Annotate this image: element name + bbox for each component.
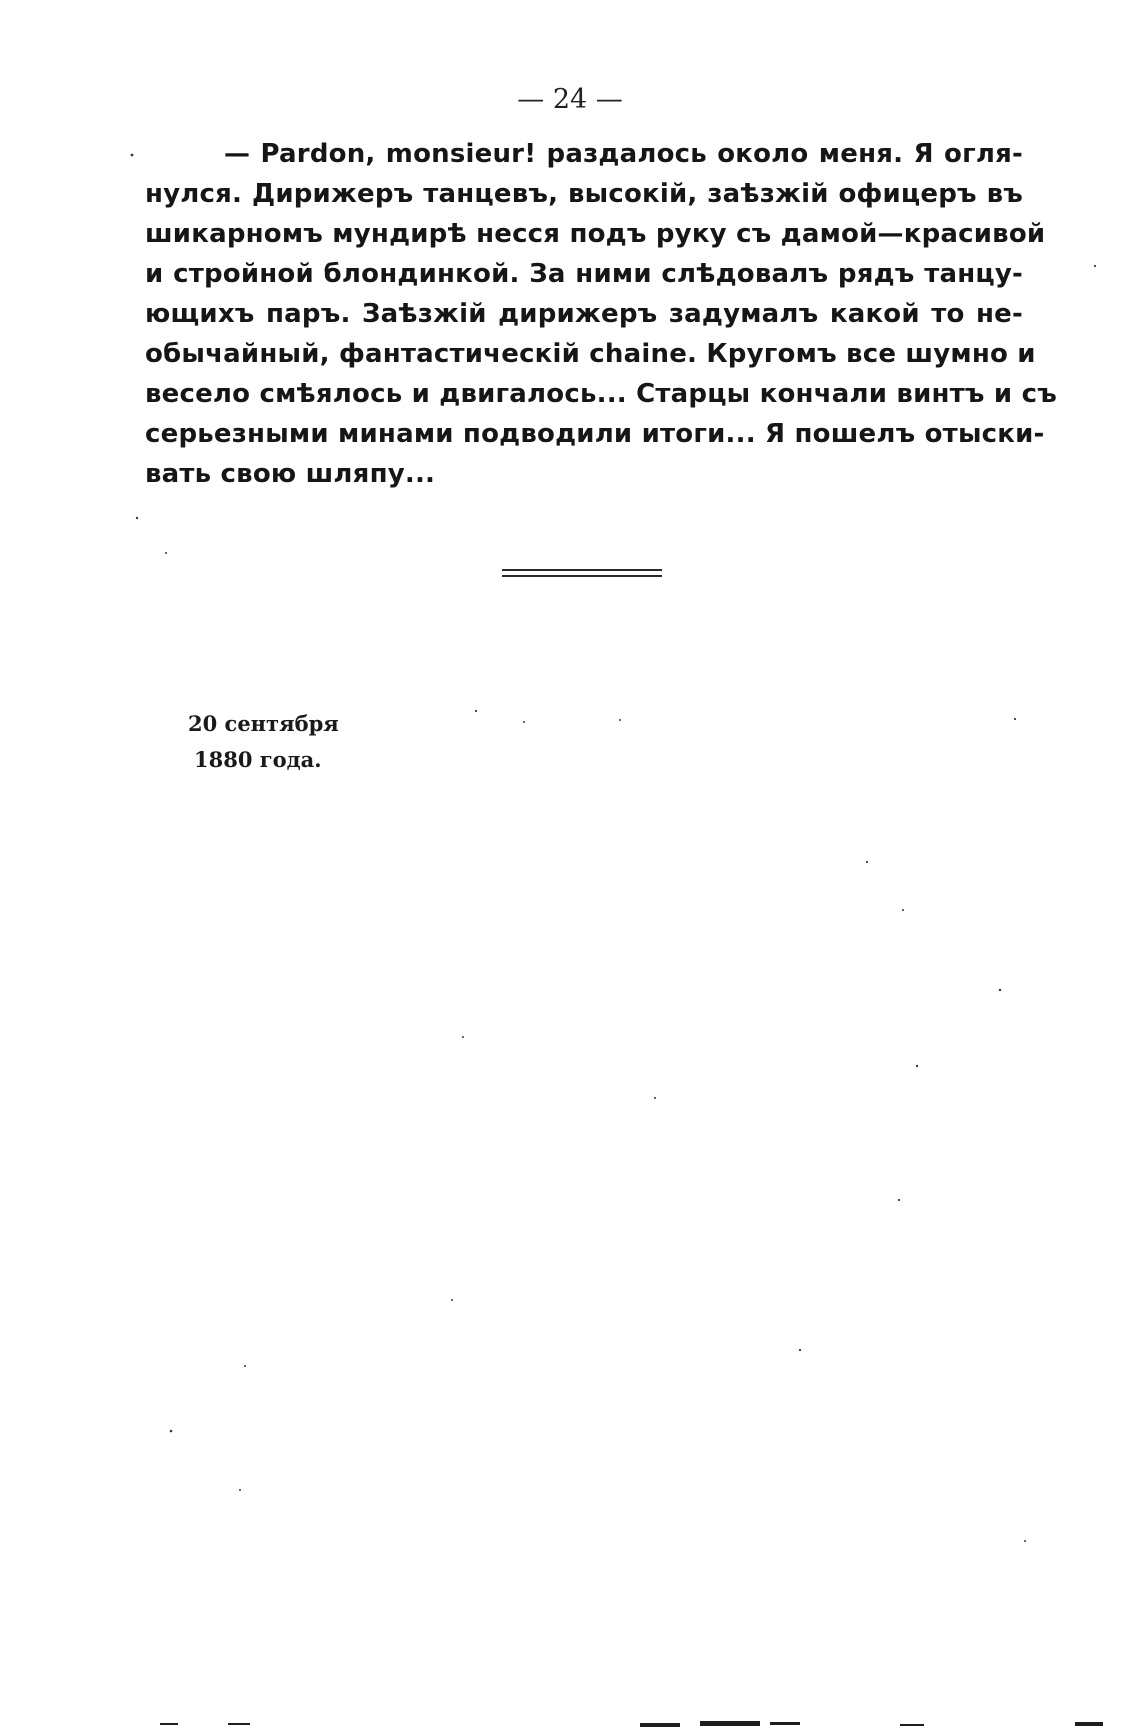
dateline-date: 20 сентября — [188, 711, 339, 736]
dateline-year: 1880 года. — [194, 747, 322, 772]
text-line: — Pardon, monsieur! раздалось около меня. Я огля- — [224, 139, 1023, 169]
text-line: обычайный, фантастическій chaine. Кругомъ все шумно и — [145, 339, 1036, 369]
text-line: весело смѣялось и двигалось... Старцы кончали винтъ и съ — [145, 379, 1057, 409]
text-line: нулся. Дирижеръ танцевъ, высокій, заѣзжій офицеръ въ — [145, 179, 1023, 209]
text-line: и стройной блондинкой. За ними слѣдовалъ рядъ танцу- — [145, 259, 1023, 289]
page-number: — 24 — — [517, 84, 623, 115]
text-line: вать свою шляпу... — [145, 459, 436, 489]
text-line: серьезными минами подводили итоги... Я пошелъ отыски- — [145, 419, 1045, 449]
text-line: шикарномъ мундирѣ несся подъ руку съ дамой—красивой — [145, 219, 1046, 249]
text-line: ющихъ паръ. Заѣзжій дирижеръ задумалъ какой то не- — [145, 299, 1023, 329]
